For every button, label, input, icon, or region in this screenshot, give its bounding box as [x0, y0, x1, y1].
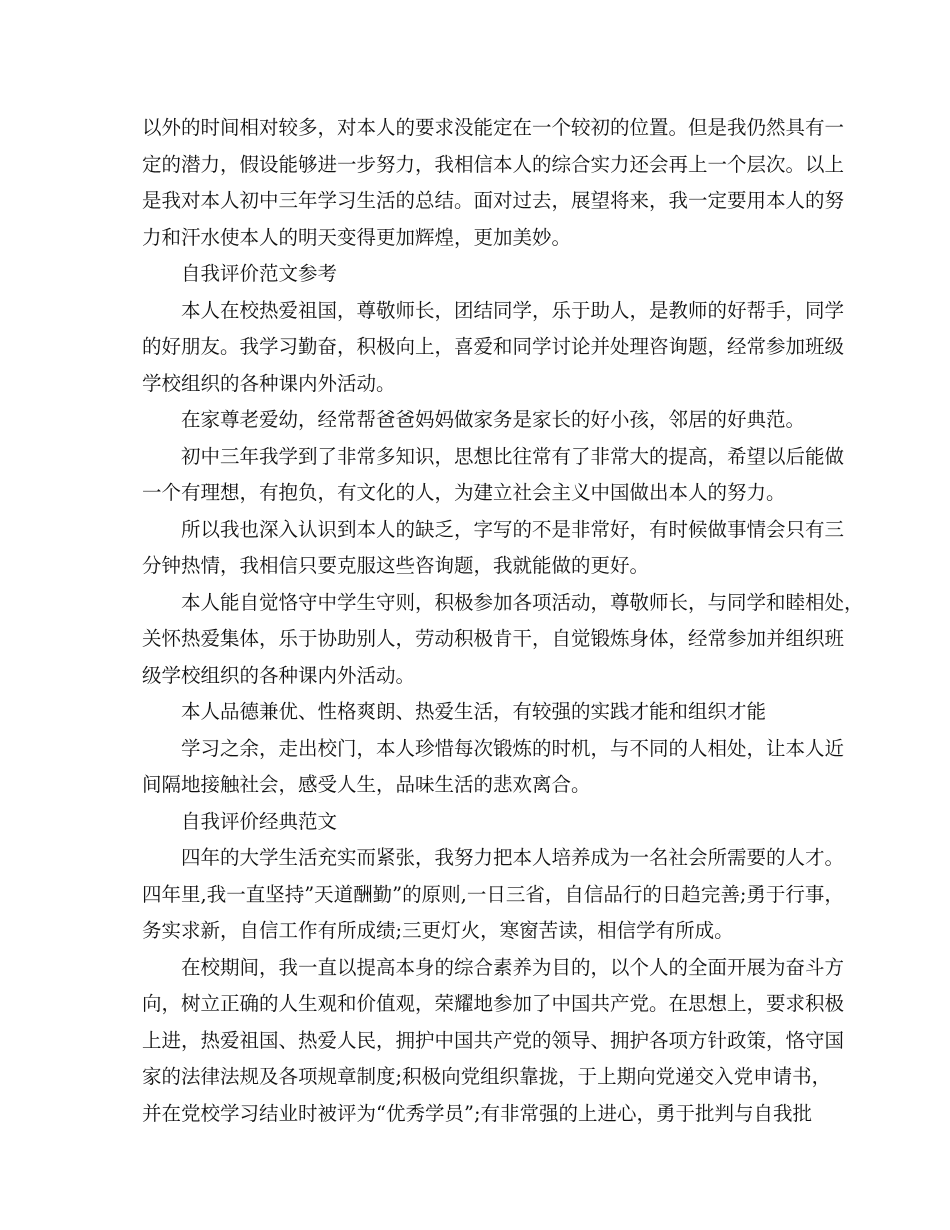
paragraph	[142, 950, 845, 1133]
paragraph	[142, 402, 822, 439]
text-line: 自我评价经典范文	[181, 809, 338, 833]
paragraph	[142, 731, 845, 804]
text-line: 学校组织的各种课内外活动。	[142, 371, 396, 395]
text-line: 一个有理想，有抱负，有文化的人，为建立社会主义中国做出本人的努力。	[142, 481, 786, 504]
text-line: 力和汗水使本人的明天变得更加辉煌，更加美妙。	[142, 225, 572, 249]
text-line: 并在党校学习结业时被评为“优秀学员”;有非常强的上进心，勇于批判与自我批	[142, 1101, 813, 1125]
text-line: 家的法律法规及各项规章制度;积极向党组织靠拢，于上期向党递交入党申请书，	[142, 1065, 832, 1088]
text-line: 自我评价范文参考	[181, 262, 338, 285]
text-line: 四年的大学生活充实而紧张，我努力把本人培养成为一名社会所需要的人才。	[181, 846, 845, 869]
paragraph	[142, 512, 845, 585]
text-line: 定的潜力，假设能够进一步努力，我相信本人的综合实力还会再上一个层次。以上	[142, 152, 845, 176]
text-line: 本人在校热爱祖国，尊敬师长，团结同学，乐于助人，是教师的好帮手，同学	[181, 298, 845, 322]
text-line: 学习之余，走出校门，本人珍惜每次锻炼的时机，与不同的人相处，让本人近	[181, 736, 845, 760]
document-page	[142, 110, 864, 1132]
text-line: 的好朋友。我学习勤奋，积极向上，喜爱和同学讨论并处理咨询题，经常参加班级	[142, 335, 845, 358]
text-line: 初中三年我学到了非常多知识，思想比往常有了非常大的提高，希望以后能做	[181, 444, 845, 468]
text-line: 本人能自觉恪守中学生守则，积极参加各项活动，尊敬师长，与同学和睦相处，	[181, 590, 864, 614]
paragraph	[142, 439, 845, 512]
text-line: 以外的时间相对较多，对本人的要求没能定在一个较初的位置。但是我仍然具有一	[142, 116, 845, 139]
paragraph	[142, 694, 822, 731]
text-line: 本人品德兼优、性格爽朗、热爱生活，有较强的实践才能和组织才能	[181, 700, 767, 723]
text-line: 所以我也深入认识到本人的缺乏，字写的不是非常好，有时候做事情会只有三	[181, 517, 845, 541]
paragraph	[142, 804, 822, 841]
text-line: 级学校组织的各种课内外活动。	[142, 663, 416, 687]
text-line: 关怀热爱集体，乐于协助别人，劳动积极肯干，自觉锻炼身体，经常参加并组织班	[142, 627, 845, 650]
text-line: 四年里,我一直坚持”天道酬勤”的原则,一日三省，自信品行的日趋完善;勇于行事，	[142, 882, 844, 906]
text-line: 在家尊老爱幼，经常帮爸爸妈妈做家务是家长的好小孩，邻居的好典范。	[181, 408, 806, 431]
paragraph	[142, 293, 845, 403]
text-line: 上进，热爱祖国、热爱人民，拥护中国共产党的领导、拥护各项方针政策，恪守国	[142, 1028, 845, 1052]
text-line: 务实求新，自信工作有所成绩;三更灯火，寒窗苦读，相信学有所成。	[142, 919, 734, 942]
text-line: 分钟热情，我相信只要克服这些咨询题，我就能做的更好。	[142, 554, 650, 577]
paragraph	[142, 110, 845, 256]
paragraph	[142, 585, 864, 695]
paragraph	[142, 256, 822, 293]
text-line: 在校期间，我一直以提高本身的综合素养为目的，以个人的全面开展为奋斗方	[181, 955, 845, 979]
text-line: 间隔地接触社会，感受人生，品味生活的悲欢离合。	[142, 773, 591, 796]
text-line: 向，树立正确的人生观和价值观，荣耀地参加了中国共产党。在思想上，要求积极	[142, 992, 845, 1015]
paragraph	[142, 840, 845, 950]
text-line: 是我对本人初中三年学习生活的总结。面对过去，展望将来，我一定要用本人的努	[142, 189, 845, 212]
